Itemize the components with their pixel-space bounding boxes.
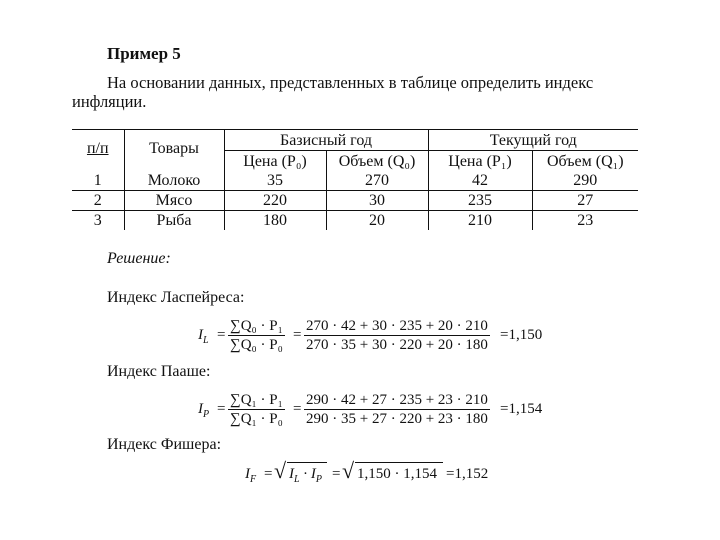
sqrt-bar (287, 462, 327, 463)
paasche-formula-denominator: ∑Q₁ · P₀ (230, 411, 283, 427)
equals-sign: = (332, 466, 341, 482)
header-current-year: Текущий год (428, 130, 638, 151)
sqrt-icon: √ (274, 458, 287, 483)
cell-q1: 23 (577, 212, 594, 229)
laspeyres-calc (304, 317, 490, 354)
equals-sign: = (217, 401, 226, 417)
header-volume-q0: Объем (Q₀) (326, 151, 428, 172)
laspeyres-calc-denominator: 270 · 35 + 30 · 220 + 20 · 180 (306, 337, 488, 353)
paasche-formula-numerator: ∑Q₁ · P₁ (230, 392, 283, 408)
paasche-label: Индекс Пааше: (107, 363, 211, 380)
cell-n: 1 (72, 171, 124, 191)
cell-name: Молоко (124, 171, 224, 191)
cell-q1: 290 (532, 171, 638, 191)
header-price-p1: Цена (P₁) (428, 151, 532, 172)
equals-sign: = (217, 327, 226, 343)
cell-q0: 30 (326, 191, 428, 211)
cell-name: Рыба (124, 211, 224, 231)
laspeyres-formula-denominator: ∑Q₀ · P₀ (230, 337, 283, 353)
paasche-symbol: $I_P$ (198, 401, 210, 420)
solution-label: Решение: (107, 250, 171, 267)
cell-p0: 220 (224, 191, 326, 211)
cell-p0: 180 (224, 211, 326, 231)
data-table (72, 129, 638, 230)
task-text-line-2: инфляции. (72, 92, 147, 111)
fisher-symbol: $I_F$ (245, 466, 257, 485)
equals-sign: = (293, 327, 302, 343)
table-row (72, 191, 638, 211)
cell-q0: 270 (326, 171, 428, 191)
header-price-p0: Цена (P₀) (224, 151, 326, 172)
header-base-year: Базисный год (224, 130, 428, 151)
laspeyres-symbol: $I_L$ (198, 327, 209, 346)
paasche-calc (304, 391, 490, 428)
cell-q0: 20 (326, 211, 428, 231)
cell-name: Мясо (124, 191, 224, 211)
laspeyres-label: Индекс Ласпейреса: (107, 289, 245, 306)
header-goods: Товары (124, 139, 224, 160)
laspeyres-formula (228, 317, 285, 354)
fisher-label: Индекс Фишера: (107, 436, 222, 453)
cell-n: 2 (72, 191, 124, 211)
cell-p1: 42 (428, 171, 532, 191)
header-volume-q1: Объем (Q₁) (546, 152, 624, 170)
paasche-formula (228, 391, 285, 428)
paasche-calc-denominator: 290 · 35 + 27 · 220 + 23 · 180 (306, 411, 488, 427)
cell-p0: 35 (224, 171, 326, 191)
laspeyres-result: =1,150 (500, 327, 543, 343)
fisher-result: =1,152 (446, 466, 489, 482)
cell-n: 3 (72, 211, 124, 231)
fisher-radicand: $I_L \cdot I_P$ (289, 466, 322, 485)
fisher-radicand-values: 1,150 · 1,154 (357, 466, 437, 482)
sqrt-bar (355, 462, 443, 463)
example-title: Пример 5 (107, 44, 181, 63)
paasche-result: =1,154 (500, 401, 543, 417)
table-row (72, 171, 638, 191)
sqrt-icon: √ (342, 458, 355, 483)
cell-q1: 27 (532, 191, 638, 211)
cell-p1: 210 (428, 211, 532, 231)
cell-p1: 235 (428, 191, 532, 211)
task-text-line-1: На основании данных, представленных в таблице определить индекс (107, 73, 594, 92)
equals-sign: = (264, 466, 273, 482)
paasche-calc-numerator: 290 · 42 + 27 · 235 + 23 · 210 (306, 392, 488, 408)
table-row (72, 211, 638, 231)
laspeyres-formula-numerator: ∑Q₀ · P₁ (230, 318, 283, 334)
laspeyres-calc-numerator: 270 · 42 + 30 · 235 + 20 · 210 (306, 318, 488, 334)
header-num: п/п (72, 139, 124, 160)
equals-sign: = (293, 401, 302, 417)
